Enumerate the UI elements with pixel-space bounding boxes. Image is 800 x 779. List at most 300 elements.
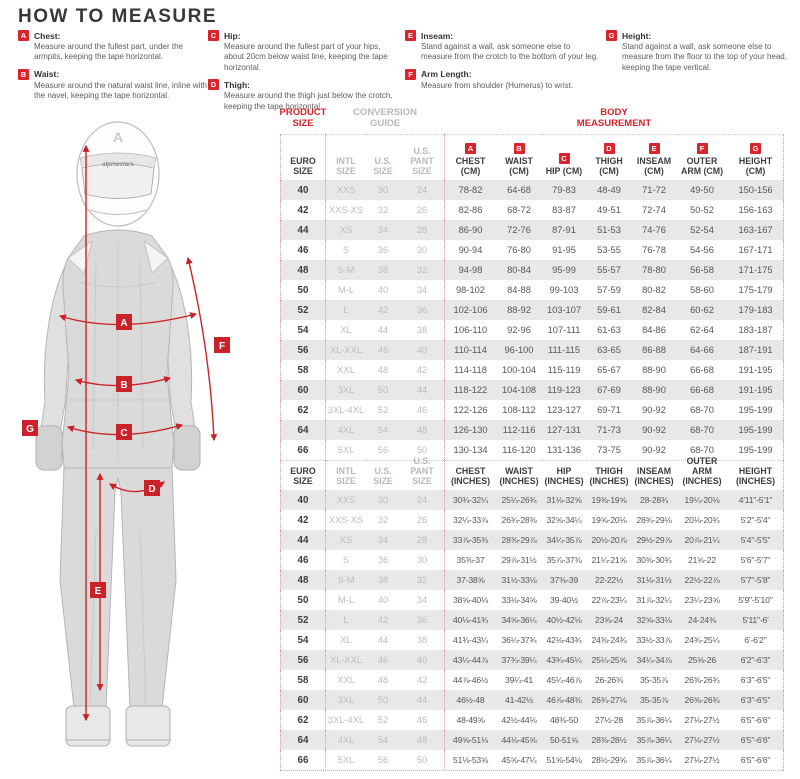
- cell-hip: 111-115: [542, 340, 586, 360]
- cell-height: 183-187: [728, 320, 784, 340]
- cell-waist: 84-88: [507, 285, 531, 295]
- figure-badge-d: D: [148, 484, 156, 495]
- cell-inseam: 90-92: [642, 445, 666, 455]
- cell-euro-size: 66: [280, 750, 326, 770]
- cell-thigh: 69-71: [597, 405, 621, 415]
- cell-waist: 68-72: [507, 205, 531, 215]
- cell-us-pant-size: 48: [400, 420, 444, 440]
- cell-thigh: 53-55: [597, 245, 621, 255]
- cell-us-pant-size: 44: [400, 380, 444, 400]
- measurement-figure: [0, 110, 270, 774]
- cell-outer-arm: 68-70: [676, 420, 728, 440]
- cell-euro-size: 54: [280, 320, 326, 340]
- column-letter-badge: E: [649, 143, 660, 154]
- cell-hip: 39-40½: [550, 595, 578, 605]
- cell-height: 6'3"-6'5": [728, 690, 784, 710]
- cell-hip: 37⅜-39: [542, 570, 586, 590]
- cell-outer-arm: 66-68: [676, 380, 728, 400]
- measure-name: Inseam:: [421, 30, 454, 41]
- cell-waist: 112-116: [496, 420, 542, 440]
- measure-guide-item-chest: [18, 30, 210, 63]
- cell-chest: 130-134: [444, 440, 496, 460]
- cell-hip: 79-83: [542, 180, 586, 200]
- cell-inseam: 30⅜-30¾: [636, 555, 672, 565]
- cell-inseam: 80-82: [642, 285, 666, 295]
- cell-hip: 42⅛-43¾: [546, 635, 582, 645]
- cell-thigh: 25¼-25⅝: [586, 650, 632, 670]
- cell-outer-arm: 62-64: [690, 325, 714, 335]
- measure-guide-column: [18, 30, 210, 108]
- cell-waist: 33⅛-34⅝: [501, 595, 537, 605]
- cell-thigh: 28⅜-28½: [586, 730, 632, 750]
- column-header-height: HEIGHT (INCHES): [728, 460, 784, 490]
- column-header-us-pant-size: U.S. PANT SIZE: [400, 134, 444, 180]
- cell-outer-arm: 49-50: [676, 180, 728, 200]
- cell-height: 5'7"-5'8": [728, 570, 784, 590]
- column-letter-badge: F: [697, 143, 708, 154]
- measure-guide-item-hip: [208, 30, 394, 73]
- cell-hip: 48⅜-50: [550, 715, 578, 725]
- cell-euro-size: 60: [280, 380, 326, 400]
- cell-intl-size: 3XL: [326, 690, 366, 710]
- cell-us-size: 38: [366, 570, 400, 590]
- cell-waist: 36¼-37¾: [501, 635, 537, 645]
- cell-height: 4'11"-5'1": [728, 490, 784, 510]
- cell-inseam: 86-88: [632, 340, 676, 360]
- cell-thigh: 59-61: [586, 300, 632, 320]
- cell-outer-arm: 20⅛-20¾: [684, 515, 720, 525]
- cell-thigh: 19⅝-20⅛: [591, 515, 627, 525]
- cell-height: 5'11"-6': [728, 610, 784, 630]
- measure-guide-item-inseam: [405, 30, 601, 63]
- cell-euro-size: 40: [280, 490, 326, 510]
- cell-euro-size: 52: [280, 300, 326, 320]
- cell-outer-arm: 54-56: [690, 245, 714, 255]
- cell-intl-size: 3XL: [326, 380, 366, 400]
- cell-hip: 131-136: [546, 445, 582, 455]
- cell-height: 195-199: [728, 440, 784, 460]
- cell-us-pant-size: 38: [416, 635, 428, 645]
- cell-us-pant-size: 32: [400, 570, 444, 590]
- column-header-chest: A CHEST (CM): [444, 134, 496, 180]
- cell-inseam: 35⅞-36¼: [632, 730, 676, 750]
- cell-inseam: 35⅞-36¼: [636, 715, 672, 725]
- cell-hip: 43¾-45¼: [542, 650, 586, 670]
- cell-outer-arm: 19¼-20⅛: [676, 490, 728, 510]
- cell-height: 171-175: [728, 260, 784, 280]
- cell-thigh: 27½-28: [595, 715, 623, 725]
- cell-euro-size: 64: [280, 420, 326, 440]
- cell-inseam: 33½-33⅞: [636, 635, 672, 645]
- measure-description: Measure from shoulder (Humerus) to wrist.: [421, 80, 574, 90]
- cell-thigh: 24⅜-24¾: [591, 635, 627, 645]
- cell-intl-size: XS: [326, 530, 366, 550]
- cell-us-size: 44: [377, 325, 389, 335]
- column-header-chest: CHEST (INCHES): [444, 460, 496, 490]
- measure-name: Arm Length:: [421, 69, 472, 80]
- cell-us-size: 44: [377, 635, 389, 645]
- cell-waist: 92-96: [507, 325, 531, 335]
- figure-badge-c: C: [120, 428, 128, 439]
- column-letter-badge: C: [559, 153, 570, 164]
- cell-hip: 127-131: [542, 420, 586, 440]
- cell-us-pant-size: 34: [416, 285, 428, 295]
- cell-hip: 35⅞-37⅜: [546, 555, 582, 565]
- cell-outer-arm: 50-52: [690, 205, 714, 215]
- cell-chest: 35⅜-37: [444, 550, 496, 570]
- cell-outer-arm: 60-62: [676, 300, 728, 320]
- cell-intl-size: 4XL: [326, 730, 366, 750]
- cell-us-pant-size: 32: [400, 260, 444, 280]
- cell-us-size: 48: [377, 365, 389, 375]
- cell-waist: 34⅝-36¼: [496, 610, 542, 630]
- cell-us-size: 46: [366, 650, 400, 670]
- cell-height: 6'3"-6'5": [728, 670, 784, 690]
- cell-chest: 49⅝-51⅛: [444, 730, 496, 750]
- cell-chest: 90-94: [444, 240, 496, 260]
- letter-badge: F: [405, 69, 416, 80]
- cell-inseam: 84-86: [642, 325, 666, 335]
- cell-waist: 64-68: [496, 180, 542, 200]
- column-header-waist: B WAIST (CM): [496, 134, 542, 180]
- cell-us-pant-size: 26: [416, 515, 428, 525]
- cell-us-pant-size: 38: [416, 325, 428, 335]
- letter-badge: D: [208, 79, 219, 90]
- column-header-euro-size: EURO SIZE: [280, 460, 326, 490]
- cell-height: 5'4"-5'5": [728, 530, 784, 550]
- measure-guide-column: [606, 30, 796, 79]
- cell-hip: 107-111: [547, 325, 581, 335]
- column-header-intl-size: INTL SIZE: [326, 460, 366, 490]
- measure-guide-column: [405, 30, 601, 97]
- cell-hip: 99-103: [549, 285, 579, 295]
- cell-hip: 45¼-46⅞: [546, 675, 582, 685]
- cell-hip: 32⅝-34¼: [546, 515, 582, 525]
- column-letter-badge: D: [604, 143, 615, 154]
- measure-name: Thigh:: [224, 79, 250, 90]
- helmet-visor: [82, 164, 154, 199]
- cell-height: 187-191: [728, 340, 784, 360]
- helmet-visor-text: alpinestars: [102, 162, 134, 168]
- page-title: HOW TO MEASURE: [18, 6, 218, 27]
- cell-us-size: 30: [366, 490, 400, 510]
- cell-us-size: 56: [377, 755, 389, 765]
- cell-us-size: 42: [366, 610, 400, 630]
- letter-badge: B: [18, 69, 29, 80]
- cell-outer-arm: 66-68: [690, 365, 714, 375]
- cell-outer-arm: 27⅛-27½: [676, 730, 728, 750]
- measure-description: Stand against a wall, ask someone else to measure from the floor to the top of your head, keeping the tape vertical.: [622, 42, 787, 72]
- measure-name: Height:: [622, 30, 652, 41]
- cell-height: 163-167: [728, 220, 784, 240]
- cell-outer-arm: 21⅝-22: [688, 555, 716, 565]
- cell-euro-size: 62: [280, 710, 326, 730]
- cell-intl-size: 4XL: [326, 420, 366, 440]
- cell-hip: 31⅛-32⅝: [542, 490, 586, 510]
- cell-waist: 42½-44⅛: [501, 715, 537, 725]
- cell-chest: 51⅛-53⅝: [444, 750, 496, 770]
- cell-us-size: 38: [366, 260, 400, 280]
- cell-chest: 118-122: [444, 380, 496, 400]
- cell-thigh: 48-49: [586, 180, 632, 200]
- cell-waist: 44⅛-45⅝: [496, 730, 542, 750]
- cell-us-size: 52: [377, 715, 389, 725]
- cell-chest: 44⅞-46½: [444, 670, 496, 690]
- cell-us-size: 50: [366, 690, 400, 710]
- cell-inseam: 35-35⅞: [632, 690, 676, 710]
- cell-inseam: 31⅛-31½: [632, 570, 676, 590]
- cell-height: 6'2"-6'3": [728, 650, 784, 670]
- cell-us-pant-size: 46: [416, 405, 428, 415]
- cell-inseam: 90-92: [642, 405, 666, 415]
- column-header-thigh: THIGH (INCHES): [586, 460, 632, 490]
- cell-chest: 43¼-44⅞: [444, 650, 496, 670]
- cell-euro-size: 58: [280, 360, 326, 380]
- cell-euro-size: 46: [280, 550, 326, 570]
- cell-intl-size: XXS: [326, 490, 366, 510]
- cell-thigh: 57-59: [597, 285, 621, 295]
- cell-outer-arm: 68-70: [690, 445, 714, 455]
- cell-intl-size: XL: [340, 325, 352, 335]
- column-header-us-size: U.S. SIZE: [366, 460, 400, 490]
- cell-thigh: 73-75: [597, 445, 621, 455]
- cell-intl-size: XXL: [337, 365, 355, 375]
- cell-hip: 91-95: [552, 245, 576, 255]
- cell-us-size: 54: [366, 420, 400, 440]
- cell-us-pant-size: 44: [400, 690, 444, 710]
- cell-outer-arm: 52-54: [676, 220, 728, 240]
- cell-hip: 115-119: [547, 365, 581, 375]
- cell-us-pant-size: 36: [400, 610, 444, 630]
- cell-us-pant-size: 50: [416, 445, 428, 455]
- cell-outer-arm: 23¼-23⅝: [684, 595, 720, 605]
- cell-inseam: 28¾-29⅛: [636, 515, 672, 525]
- cell-outer-arm: 26⅜-26¾: [684, 675, 720, 685]
- cell-outer-arm: 58-60: [690, 285, 714, 295]
- cell-waist: 26¾-28⅜: [501, 515, 537, 525]
- letter-badge: E: [405, 30, 416, 41]
- cell-outer-arm: 20⅞-21¼: [676, 530, 728, 550]
- cell-height: 167-171: [728, 240, 784, 260]
- cell-hip: 51⅝-54⅛: [546, 755, 582, 765]
- column-header-us-pant-size: U.S. PANT SIZE: [400, 460, 444, 490]
- figure-badge-e: E: [94, 586, 102, 597]
- figure-badge-a: A: [120, 318, 128, 329]
- cell-us-size: 40: [377, 595, 389, 605]
- helmet-logo-icon: A: [112, 129, 124, 145]
- cell-inseam: 72-74: [642, 205, 666, 215]
- cell-thigh: 23⅝-24: [586, 610, 632, 630]
- cell-outer-arm: 26⅜-26¾: [676, 690, 728, 710]
- cell-inseam: 35-35⅞: [640, 675, 668, 685]
- measure-name: Waist:: [34, 69, 60, 80]
- measure-description: Measure around the fullest part of your hips, about 20cm below waist line, keeping the tape horizontal.: [224, 42, 388, 72]
- cell-thigh: 51-53: [586, 220, 632, 240]
- cell-height: 6'5"-6'6": [728, 730, 784, 750]
- letter-badge: C: [208, 30, 219, 41]
- cell-thigh: 26-26⅜: [595, 675, 623, 685]
- measure-name: Chest:: [34, 30, 61, 41]
- cell-chest: 37-38⅝: [444, 570, 496, 590]
- cell-hip: 46⅞-48⅜: [542, 690, 586, 710]
- cell-thigh: 22⅞-23¼: [591, 595, 627, 605]
- cell-height: 150-156: [728, 180, 784, 200]
- measure-description: Measure around the natural waist line, inline with the navel, keeping the tape horizontal.: [34, 80, 207, 101]
- cell-hip: 34¼-35⅞: [542, 530, 586, 550]
- cell-us-pant-size: 36: [400, 300, 444, 320]
- measure-guide-item-arm-length: [405, 69, 601, 91]
- cell-chest: 122-126: [444, 400, 496, 420]
- cell-euro-size: 66: [280, 440, 326, 460]
- cell-us-pant-size: 30: [416, 245, 428, 255]
- cell-chest: 46½-48: [444, 690, 496, 710]
- cell-us-size: 48: [377, 675, 389, 685]
- cell-waist: 96-100: [496, 340, 542, 360]
- column-header-waist: WAIST (INCHES): [496, 460, 542, 490]
- cell-us-pant-size: 50: [416, 755, 428, 765]
- cell-thigh: 55-57: [586, 260, 632, 280]
- cell-us-pant-size: 28: [400, 220, 444, 240]
- cell-us-size: 34: [366, 220, 400, 240]
- letter-badge: A: [18, 30, 29, 41]
- cell-us-pant-size: 42: [416, 365, 428, 375]
- cell-chest: 32¼-33⅞: [444, 510, 496, 530]
- cell-us-size: 56: [377, 445, 389, 455]
- cell-outer-arm: 22½-22⅞: [676, 570, 728, 590]
- cell-euro-size: 64: [280, 730, 326, 750]
- cell-chest: 41¾-43¼: [444, 630, 496, 650]
- cell-us-size: 50: [366, 380, 400, 400]
- cell-height: 191-195: [728, 380, 784, 400]
- column-letter-badge: B: [514, 143, 525, 154]
- cell-waist: 100-104: [501, 365, 537, 375]
- cell-intl-size: S-M: [326, 260, 366, 280]
- cell-outer-arm: 64-66: [676, 340, 728, 360]
- cell-height: 5'2"-5'4": [728, 510, 784, 530]
- conversion-guide-header: CONVERSION GUIDE: [353, 107, 417, 129]
- column-header-outer-arm: OUTER ARM (INCHES): [676, 460, 728, 490]
- cell-hip: 87-91: [542, 220, 586, 240]
- cell-us-size: 42: [366, 300, 400, 320]
- cell-thigh: 20½-20⅞: [586, 530, 632, 550]
- cell-intl-size: XXS: [326, 180, 366, 200]
- cell-us-pant-size: 24: [400, 180, 444, 200]
- cell-chest: 30¾-32¼: [444, 490, 496, 510]
- cell-us-size: 34: [366, 530, 400, 550]
- cell-intl-size: XXS-XS: [328, 205, 364, 215]
- cell-us-pant-size: 30: [416, 555, 428, 565]
- cell-euro-size: 60: [280, 690, 326, 710]
- right-glove: [174, 426, 200, 470]
- column-header-inseam: INSEAM (INCHES): [632, 460, 676, 490]
- cell-waist: 108-112: [502, 405, 536, 415]
- cell-inseam: 32⅝-33⅛: [632, 610, 676, 630]
- cell-intl-size: XL-XXL: [326, 650, 366, 670]
- cell-us-pant-size: 26: [416, 205, 428, 215]
- column-header-hip: HIP (INCHES): [542, 460, 586, 490]
- cell-height: 195-199: [728, 400, 784, 420]
- cell-inseam: 34¼-34⅞: [632, 650, 676, 670]
- cell-inseam: 76-78: [642, 245, 666, 255]
- cell-euro-size: 42: [280, 200, 326, 220]
- cell-chest: 38⅝-40⅛: [444, 590, 496, 610]
- column-header-us-size: U.S. SIZE: [366, 134, 400, 180]
- column-header-euro-size: EURO SIZE: [280, 134, 326, 180]
- cell-hip: 40½-42⅛: [542, 610, 586, 630]
- cell-chest: 86-90: [444, 220, 496, 240]
- cell-euro-size: 44: [280, 530, 326, 550]
- cell-hip: 95-99: [542, 260, 586, 280]
- cell-hip: 50-51⅝: [542, 730, 586, 750]
- cell-chest: 98-102: [444, 280, 496, 300]
- cell-waist: 72-76: [496, 220, 542, 240]
- cell-intl-size: L: [326, 300, 366, 320]
- cell-us-pant-size: 48: [400, 730, 444, 750]
- figure-badge-b: B: [120, 380, 128, 391]
- cell-thigh: 28½-29⅝: [591, 755, 627, 765]
- cell-inseam: 71-72: [632, 180, 676, 200]
- cell-inseam: 29½-29⅞: [632, 530, 676, 550]
- cell-thigh: 63-65: [586, 340, 632, 360]
- cell-waist: 104-108: [496, 380, 542, 400]
- measure-description: Measure around the thigh just below the crotch, keeping the tape horizontal.: [224, 91, 393, 111]
- cell-inseam: 78-80: [632, 260, 676, 280]
- size-chart-table: [280, 104, 784, 771]
- cell-euro-size: 42: [280, 510, 326, 530]
- cell-waist: 45⅝-47¼: [501, 755, 537, 765]
- cell-height: 175-179: [728, 280, 784, 300]
- cell-us-size: 30: [366, 180, 400, 200]
- cell-euro-size: 50: [280, 280, 326, 300]
- cell-hip: 123-127: [546, 405, 582, 415]
- cell-chest: 114-118: [444, 360, 496, 380]
- cell-intl-size: L: [326, 610, 366, 630]
- cell-intl-size: M-L: [337, 595, 354, 605]
- cell-us-size: 46: [366, 340, 400, 360]
- cell-euro-size: 48: [280, 260, 326, 280]
- cell-thigh: 71-73: [586, 420, 632, 440]
- cell-euro-size: 62: [280, 400, 326, 420]
- cell-waist: 41-42½: [496, 690, 542, 710]
- cell-euro-size: 40: [280, 180, 326, 200]
- cell-us-size: 52: [377, 405, 389, 415]
- cell-height: 195-199: [728, 420, 784, 440]
- column-header-intl-size: INTL SIZE: [326, 134, 366, 180]
- column-letter-badge: G: [750, 143, 761, 154]
- cell-us-pant-size: 40: [400, 650, 444, 670]
- cell-us-size: 54: [366, 730, 400, 750]
- cell-euro-size: 50: [280, 590, 326, 610]
- cell-thigh: 22-22½: [586, 570, 632, 590]
- measure-guide-item-height: [606, 30, 796, 73]
- cell-us-pant-size: 40: [400, 340, 444, 360]
- cell-intl-size: XL: [340, 635, 352, 645]
- cell-inseam: 35⅞-36¼: [636, 755, 672, 765]
- cell-us-pant-size: 42: [416, 675, 428, 685]
- cell-us-size: 40: [377, 285, 389, 295]
- body-measurement-header: BODY MEASUREMENT: [576, 107, 652, 129]
- cell-euro-size: 56: [280, 650, 326, 670]
- cell-waist: 28⅜-29⅞: [496, 530, 542, 550]
- cell-us-size: 36: [377, 555, 389, 565]
- cell-chest: 110-114: [444, 340, 496, 360]
- cell-hip: 119-123: [542, 380, 586, 400]
- letter-badge: G: [606, 30, 617, 41]
- figure-badge-f: F: [218, 341, 226, 352]
- cell-intl-size: XXS-XS: [328, 515, 364, 525]
- cell-chest: 33⅞-35⅜: [444, 530, 496, 550]
- cell-thigh: 61-63: [597, 325, 621, 335]
